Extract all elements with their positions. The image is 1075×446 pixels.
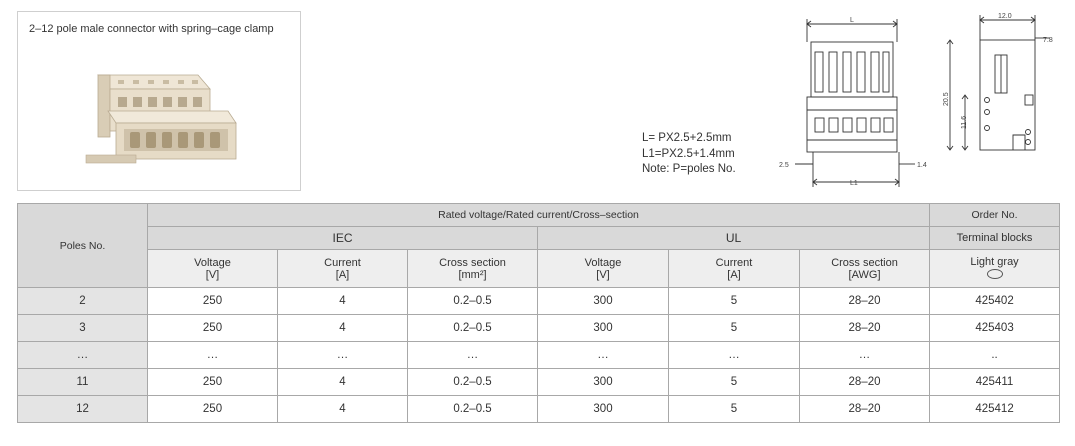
order-table <box>17 203 1060 423</box>
dim-left-label: 2.5 <box>779 162 789 169</box>
rated-group-header: Rated voltage/Rated current/Cross–section <box>148 204 930 227</box>
ul-voltage-cell: 300 <box>538 369 669 396</box>
order-table-wrapper <box>17 203 1059 423</box>
iec-current-cell: … <box>278 342 408 369</box>
order-number-cell: 425403 <box>930 315 1060 342</box>
iec-cross-cell: 0.2–0.5 <box>408 315 538 342</box>
table-row <box>18 342 1060 369</box>
iec-current-header: Current [A] <box>278 250 408 288</box>
terminal-blocks-header: Terminal blocks <box>930 227 1060 250</box>
ul-cross-cell: 28–20 <box>800 288 930 315</box>
iec-voltage-cell: … <box>148 342 278 369</box>
dim-l-label: L <box>850 17 854 24</box>
ul-voltage-cell: … <box>538 342 669 369</box>
dim-l1-label: L1 <box>850 180 858 187</box>
dim-20-5-label: 20.5 <box>943 92 950 106</box>
iec-cross-cell: … <box>408 342 538 369</box>
poles-note: Note: P=poles No. <box>642 163 736 175</box>
iec-cross-cell: 0.2–0.5 <box>408 288 538 315</box>
ul-voltage-cell: 300 <box>538 288 669 315</box>
ul-cross-section-header: Cross section [AWG] <box>800 250 930 288</box>
ul-cross-cell: 28–20 <box>800 369 930 396</box>
dim-7-8-label: 7.8 <box>1043 37 1053 44</box>
poles-cell: 2 <box>18 288 148 315</box>
ul-current-cell: 5 <box>669 396 800 423</box>
ul-current-cell: 5 <box>669 369 800 396</box>
ul-voltage-cell: 300 <box>538 315 669 342</box>
product-panel <box>17 11 301 191</box>
iec-cross-cell: 0.2–0.5 <box>408 369 538 396</box>
connector-photo <box>78 67 248 172</box>
ul-current-header: Current [A] <box>669 250 800 288</box>
ul-cross-cell: … <box>800 342 930 369</box>
iec-current-cell: 4 <box>278 369 408 396</box>
l-formula: L= PX2.5+2.5mm <box>642 132 732 144</box>
iec-voltage-cell: 250 <box>148 369 278 396</box>
poles-cell: … <box>18 342 148 369</box>
color-swatch-icon <box>987 269 1003 279</box>
iec-current-cell: 4 <box>278 288 408 315</box>
ul-current-cell: … <box>669 342 800 369</box>
dim-11-6-label: 11.6 <box>961 115 968 129</box>
light-gray-header: Light gray <box>930 250 1060 288</box>
iec-cross-section-header: Cross section [mm²] <box>408 250 538 288</box>
front-view-drawing <box>775 12 935 197</box>
table-row <box>18 315 1060 342</box>
iec-voltage-header: Voltage [V] <box>148 250 278 288</box>
iec-current-cell: 4 <box>278 315 408 342</box>
ul-voltage-header: Voltage [V] <box>538 250 669 288</box>
order-number-cell: 425412 <box>930 396 1060 423</box>
ul-cross-cell: 28–20 <box>800 315 930 342</box>
product-title: 2–12 pole male connector with spring–cage clamp <box>29 23 274 35</box>
table-row <box>18 396 1060 423</box>
poles-header: Poles No. <box>18 204 148 288</box>
ul-header: UL <box>538 227 930 250</box>
l1-formula: L1=PX2.5+1.4mm <box>642 147 735 160</box>
iec-current-cell: 4 <box>278 396 408 423</box>
iec-voltage-cell: 250 <box>148 396 278 423</box>
table-row <box>18 369 1060 396</box>
poles-cell: 11 <box>18 369 148 396</box>
poles-cell: 12 <box>18 396 148 423</box>
ul-voltage-cell: 300 <box>538 396 669 423</box>
poles-cell: 3 <box>18 315 148 342</box>
iec-header: IEC <box>148 227 538 250</box>
order-number-cell: 425402 <box>930 288 1060 315</box>
order-number-cell: 425411 <box>930 369 1060 396</box>
side-view-drawing <box>935 10 1065 165</box>
iec-voltage-cell: 250 <box>148 288 278 315</box>
order-header: Order No. <box>930 204 1060 227</box>
dim-right-label: 1.4 <box>917 162 927 169</box>
iec-voltage-cell: 250 <box>148 315 278 342</box>
dim-12-label: 12.0 <box>998 13 1012 20</box>
table-row <box>18 288 1060 315</box>
ul-current-cell: 5 <box>669 288 800 315</box>
formula-notes <box>642 131 736 178</box>
ul-current-cell: 5 <box>669 315 800 342</box>
ul-cross-cell: 28–20 <box>800 396 930 423</box>
iec-cross-cell: 0.2–0.5 <box>408 396 538 423</box>
order-number-cell: .. <box>930 342 1060 369</box>
